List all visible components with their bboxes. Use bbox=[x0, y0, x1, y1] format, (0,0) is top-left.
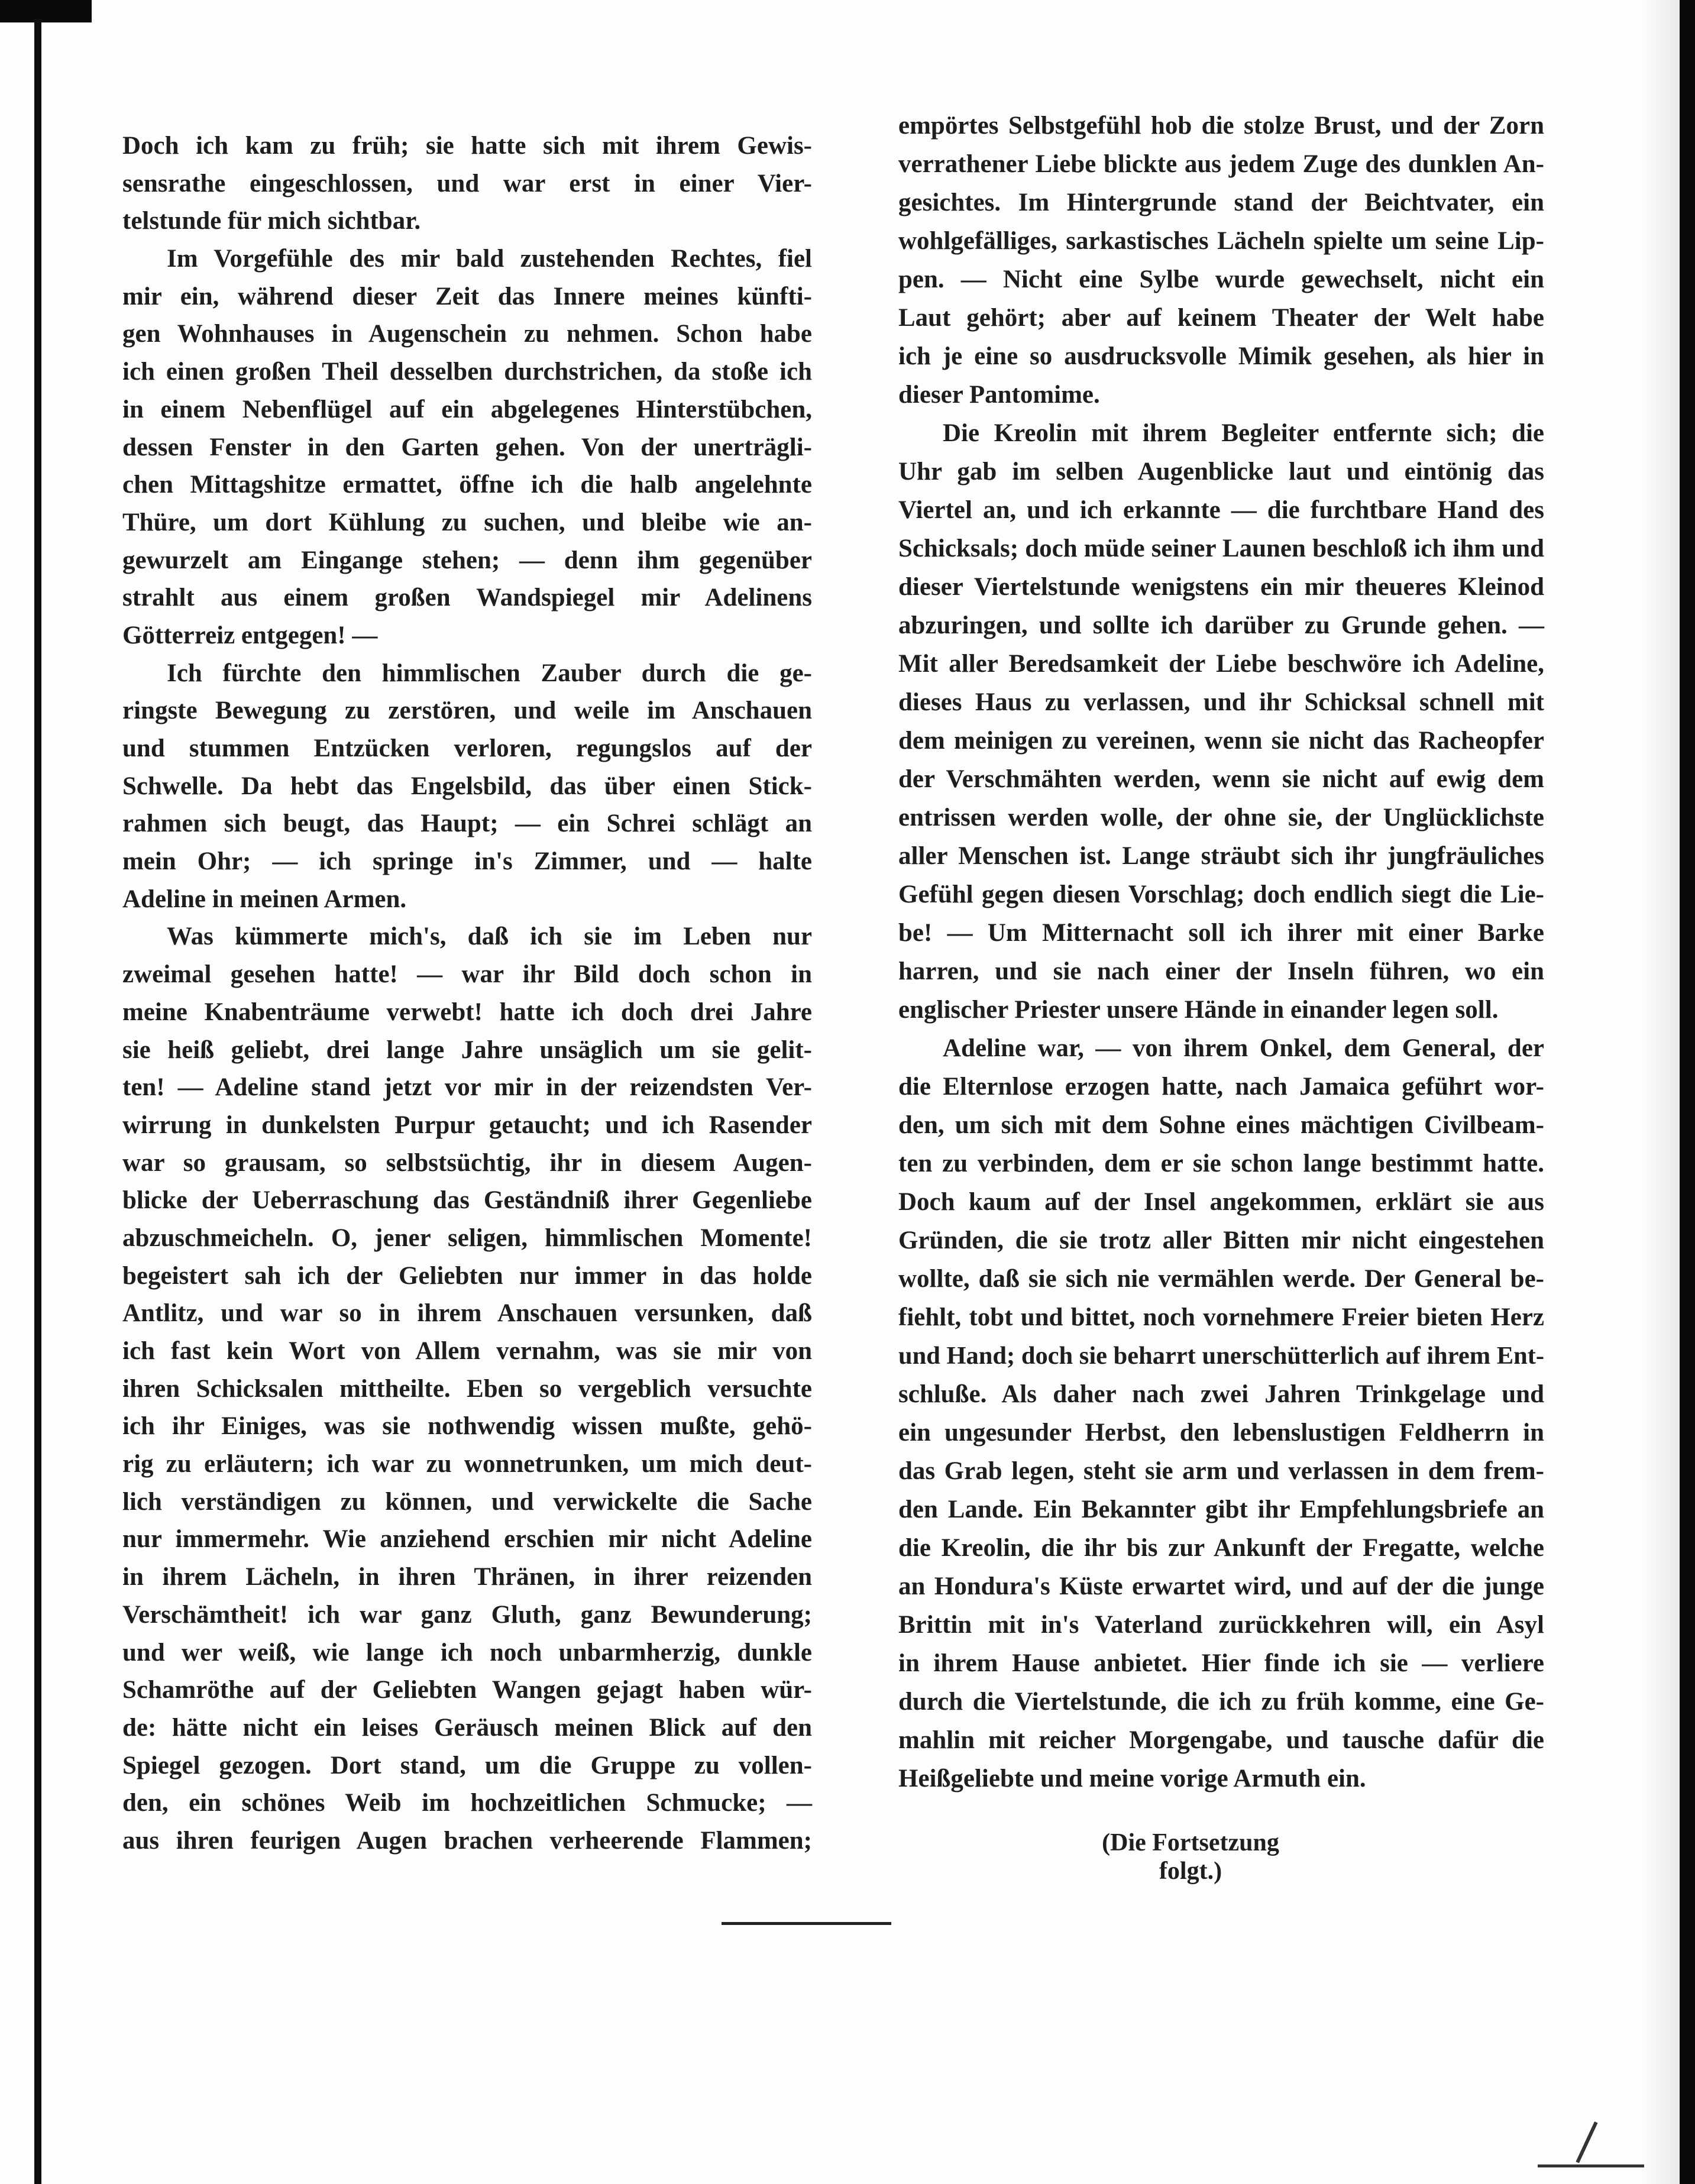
text-line: das Grab legen, steht sie arm und verlassen in dem frem- bbox=[898, 1457, 1544, 1485]
corner-ink-mark bbox=[1576, 2121, 1597, 2163]
section-divider-rule bbox=[722, 1922, 891, 1925]
text-line: dem meinigen zu vereinen, wenn sie nicht das Racheopfer bbox=[898, 727, 1544, 755]
text-line: Spiegel gezogen. Dort stand, um die Gruppe zu vollen- bbox=[122, 1751, 812, 1779]
text-line: den Lande. Ein Bekannter gibt ihr Empfehlungsbriefe an bbox=[898, 1496, 1544, 1523]
text-line: ten zu verbinden, dem er sie schon lange bestimmt hatte. bbox=[898, 1150, 1544, 1177]
paragraph bbox=[122, 655, 812, 918]
text-line: aus ihren feurigen Augen brachen verheerende Flammen; bbox=[122, 1826, 812, 1855]
text-line: schluße. Als daher nach zwei Jahren Trinkgelage und bbox=[898, 1380, 1544, 1408]
text-line: Doch ich kam zu früh; sie hatte sich mit ihrem Gewis- bbox=[122, 132, 812, 160]
text-line: Gründen, die sie trotz aller Bitten mir nicht eingestehen bbox=[898, 1227, 1544, 1254]
text-line: zweimal gesehen hatte! — war ihr Bild doch schon in bbox=[122, 960, 812, 989]
scan-border-left bbox=[34, 18, 41, 2184]
text-line: fiehlt, tobt und bittet, noch vornehmere Freier bieten Herz bbox=[898, 1303, 1544, 1331]
text-line: gesichtes. Im Hintergrunde stand der Beichtvater, ein bbox=[898, 189, 1544, 216]
scan-border-top bbox=[0, 0, 92, 22]
text-line: mir ein, während dieser Zeit das Innere meines künfti- bbox=[122, 282, 812, 310]
text-line: begeistert sah ich der Geliebten nur immer in das holde bbox=[122, 1261, 812, 1290]
page-shadow-right bbox=[1638, 0, 1680, 2184]
text-line: englischer Priester unsere Hände in einander legen soll. bbox=[898, 996, 1499, 1024]
text-line: durch die Viertelstunde, die ich zu früh komme, eine Ge- bbox=[898, 1688, 1544, 1716]
text-line: ich je eine so ausdrucksvolle Mimik gesehen, als hier in bbox=[898, 342, 1544, 370]
text-line: gewurzelt am Eingange stehen; — denn ihm gegenüber bbox=[122, 546, 812, 574]
text-line: und stummen Entzücken verloren, regungslos auf der bbox=[122, 735, 812, 762]
text-line: Adeline war, — von ihrem Onkel, dem General, der bbox=[943, 1034, 1544, 1062]
text-line: Laut gehört; aber auf keinem Theater der Welt habe bbox=[898, 304, 1544, 332]
text-line: Götterreiz entgegen! — bbox=[122, 621, 378, 649]
text-line: dieser Viertelstunde wenigstens ein mir theueres Kleinod bbox=[898, 573, 1544, 601]
text-line: den, um sich mit dem Sohne eines mächtigen Civilbeam- bbox=[898, 1111, 1544, 1139]
text-line: Doch kaum auf der Insel angekommen, erklärt sie aus bbox=[898, 1188, 1544, 1216]
text-line: Die Kreolin mit ihrem Begleiter entfernte sich; die bbox=[943, 419, 1544, 447]
paragraph bbox=[898, 106, 1544, 414]
text-line: pen. — Nicht eine Sylbe wurde gewechselt, nicht ein bbox=[898, 266, 1544, 293]
text-line: Adeline in meinen Armen. bbox=[122, 885, 407, 913]
text-line: den, ein schönes Weib im hochzeitlichen Schmucke; — bbox=[122, 1789, 812, 1817]
text-line: wollte, daß sie sich nie vermählen werde. Der General be- bbox=[898, 1265, 1544, 1293]
text-line: Schicksals; doch müde seiner Launen beschloß ich ihm und bbox=[898, 535, 1544, 562]
text-line: ich einen großen Theil desselben durchstrichen, da stoße ich bbox=[122, 358, 812, 386]
text-line: dieser Pantomime. bbox=[898, 381, 1100, 409]
text-line: strahlt aus einem großen Wandspiegel mir Adelinens bbox=[122, 584, 812, 612]
text-line: Mit aller Beredsamkeit der Liebe beschwöre ich Adeline, bbox=[898, 650, 1544, 678]
paragraph bbox=[122, 127, 812, 240]
text-line: war so grausam, so selbstsüchtig, ihr in diesem Augen- bbox=[122, 1148, 812, 1177]
text-line: meine Knabenträume verwebt! hatte ich doch drei Jahre bbox=[122, 998, 812, 1026]
text-line: und wer weiß, wie lange ich noch unbarmherzig, dunkle bbox=[122, 1638, 812, 1667]
text-line: telstunde für mich sichtbar. bbox=[122, 207, 421, 235]
paragraph bbox=[898, 1029, 1544, 1798]
page-bottom-edge bbox=[1538, 2164, 1644, 2167]
text-line: aller Menschen ist. Lange sträubt sich ihr jungfräuliches bbox=[898, 842, 1544, 870]
text-line: ihren Schicksalen mittheilte. Eben so vergeblich versuchte bbox=[122, 1374, 812, 1403]
text-line: die Kreolin, die ihr bis zur Ankunft der Fregatte, welche bbox=[898, 1534, 1544, 1562]
text-line: wirrung in dunkelsten Purpur getaucht; und ich Rasender bbox=[122, 1111, 812, 1139]
text-line: ich ihr Einiges, was sie nothwendig wissen mußte, gehö- bbox=[122, 1412, 812, 1441]
text-line: ein ungesunder Herbst, den lebenslustigen Feldherrn in bbox=[898, 1419, 1544, 1447]
text-line: Heißgeliebte und meine vorige Armuth ein. bbox=[898, 1765, 1366, 1793]
text-line: sie heiß geliebt, drei lange Jahre unsäglich um sie gelit- bbox=[122, 1036, 812, 1064]
paragraph bbox=[898, 414, 1544, 1029]
text-line: mein Ohr; — ich springe in's Zimmer, und — halte bbox=[122, 847, 812, 876]
scan-border-right bbox=[1680, 0, 1695, 2184]
text-line: in ihrem Hause anbietet. Hier finde ich sie — verliere bbox=[898, 1649, 1544, 1677]
text-line: chen Mittagshitze ermattet, öffne ich die halb angelehnte bbox=[122, 471, 812, 499]
text-line: an Hondura's Küste erwartet wird, und auf der die junge bbox=[898, 1573, 1544, 1600]
text-line: de: hätte nicht ein leises Geräusch meinen Blick auf den bbox=[122, 1713, 812, 1742]
text-line: wohlgefälliges, sarkastisches Lächeln spielte um seine Lip- bbox=[898, 227, 1544, 255]
text-line: verrathener Liebe blickte aus jedem Zuge des dunklen An- bbox=[898, 150, 1544, 178]
text-line: Brittin mit in's Vaterland zurückkehren will, ein Asyl bbox=[898, 1611, 1544, 1639]
text-line: Schamröthe auf der Geliebten Wangen gejagt haben wür- bbox=[122, 1676, 812, 1704]
text-line: der Verschmähten werden, wenn sie nicht auf ewig dem bbox=[898, 765, 1544, 793]
text-line: in ihrem Lächeln, in ihren Thränen, in ihrer reizenden bbox=[122, 1563, 812, 1591]
text-line: die Elternlose erzogen hatte, nach Jamaica geführt wor- bbox=[898, 1073, 1544, 1101]
text-line: und Hand; doch sie beharrt unerschütterlich auf ihrem Ent- bbox=[898, 1342, 1544, 1370]
text-line: empörtes Selbstgefühl hob die stolze Brust, und der Zorn bbox=[898, 112, 1544, 140]
text-line: lich verständigen zu können, und verwickelte die Sache bbox=[122, 1487, 812, 1516]
text-line: Was kümmerte mich's, daß ich sie im Leben nur bbox=[167, 923, 812, 951]
text-line: abzuschmeicheln. O, jener seligen, himmlischen Momente! bbox=[122, 1224, 812, 1252]
text-line: ten! — Adeline stand jetzt vor mir in der reizendsten Ver- bbox=[122, 1073, 812, 1102]
text-line: dieses Haus zu verlassen, und ihr Schicksal schnell mit bbox=[898, 688, 1544, 716]
text-column-right bbox=[898, 106, 1544, 1798]
text-line: ringste Bewegung zu zerstören, und weile im Anschauen bbox=[122, 697, 812, 725]
paragraph bbox=[122, 240, 812, 655]
text-line: rahmen sich beugt, das Haupt; — ein Schrei schlägt an bbox=[122, 810, 812, 838]
text-line: Viertel an, und ich erkannte — die furchtbare Hand des bbox=[898, 496, 1544, 524]
text-line: mahlin mit reicher Morgengabe, und tausche dafür die bbox=[898, 1726, 1544, 1754]
text-line: Ich fürchte den himmlischen Zauber durch die ge- bbox=[167, 659, 812, 687]
text-line: entrissen werden wolle, der ohne sie, der Unglücklichste bbox=[898, 804, 1544, 831]
text-line: Antlitz, und war so in ihrem Anschauen versunken, daß bbox=[122, 1299, 812, 1328]
text-line: Thüre, um dort Kühlung zu suchen, und bleibe wie an- bbox=[122, 508, 812, 536]
text-line: Im Vorgefühle des mir bald zustehenden Rechtes, fiel bbox=[167, 245, 812, 273]
text-line: sensrathe eingeschlossen, und war erst in einer Vier- bbox=[122, 169, 812, 198]
text-line: be! — Um Mitternacht soll ich ihrer mit einer Barke bbox=[898, 919, 1544, 947]
text-line: blicke der Ueberraschung das Geständniß ihrer Gegenliebe bbox=[122, 1186, 812, 1215]
text-line: rig zu erläutern; ich war zu wonnetrunken, um mich deut- bbox=[122, 1450, 812, 1478]
continuation-note: (Die Fortsetzung folgt.) bbox=[1102, 1829, 1279, 1885]
text-line: gen Wohnhauses in Augenschein zu nehmen. Schon habe bbox=[122, 320, 812, 348]
text-line: in einem Nebenflügel auf ein abgelegenes Hinterstübchen, bbox=[122, 395, 812, 423]
text-line: Uhr gab im selben Augenblicke laut und eintönig das bbox=[898, 458, 1544, 486]
text-line: ich fast kein Wort von Allem vernahm, was sie mir von bbox=[122, 1337, 812, 1365]
text-line: dessen Fenster in den Garten gehen. Von der unerträgli- bbox=[122, 433, 812, 461]
paragraph bbox=[122, 918, 812, 1859]
text-line: nur immermehr. Wie anziehend erschien mir nicht Adeline bbox=[122, 1525, 812, 1554]
text-line: Schwelle. Da hebt das Engelsbild, das über einen Stick- bbox=[122, 772, 812, 800]
text-column-left bbox=[122, 127, 812, 1860]
text-line: Gefühl gegen diesen Vorschlag; doch endlich siegt die Lie- bbox=[898, 881, 1544, 908]
text-line: Verschämtheit! ich war ganz Gluth, ganz Bewunderung; bbox=[122, 1600, 812, 1629]
text-line: harren, und sie nach einer der Inseln führen, wo ein bbox=[898, 957, 1544, 985]
text-line: abzuringen, und sollte ich darüber zu Grunde gehen. — bbox=[898, 611, 1544, 639]
